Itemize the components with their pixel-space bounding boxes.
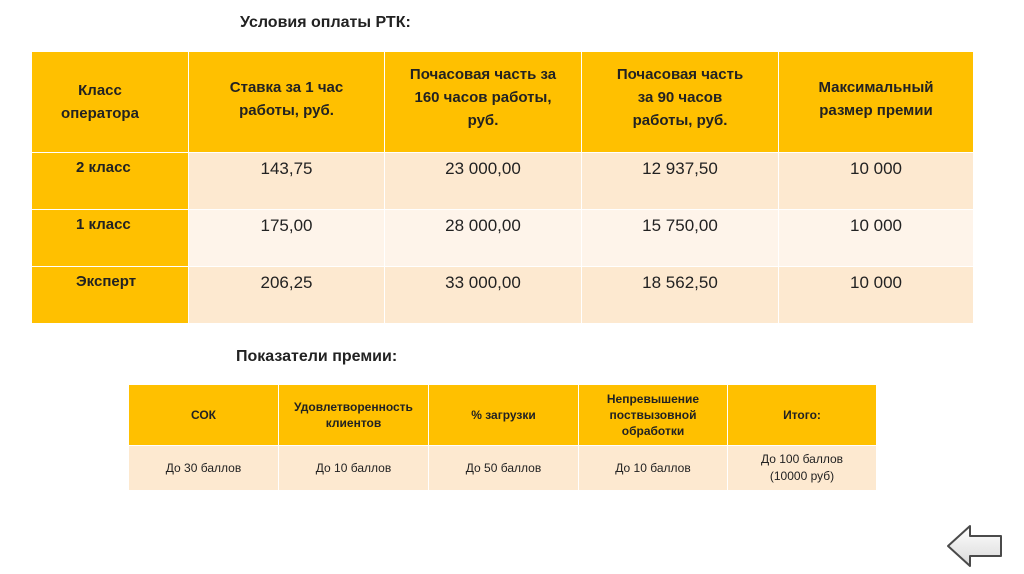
table-cell: 10 000 xyxy=(779,153,974,210)
column-header: Ставка за 1 час работы, руб. xyxy=(189,52,385,153)
table-header-row xyxy=(32,52,974,153)
table-cell: 12 937,50 xyxy=(582,153,779,210)
table-cell: 143,75 xyxy=(189,153,385,210)
table-cell: До 50 баллов xyxy=(429,446,579,491)
section-title: Показатели премии: xyxy=(236,348,398,365)
table-cell: 33 000,00 xyxy=(385,267,582,324)
column-header: СОК xyxy=(129,385,279,446)
bonus-indicators-table xyxy=(128,384,877,491)
column-header: Максимальный размер премии xyxy=(779,52,974,153)
table-cell: 10 000 xyxy=(779,267,974,324)
table-row xyxy=(32,210,974,267)
column-header: Удовлетворенность клиентов xyxy=(279,385,429,446)
table-cell: 23 000,00 xyxy=(385,153,582,210)
table-header-row xyxy=(129,385,877,446)
table-cell: До 10 баллов xyxy=(279,446,429,491)
table-cell: До 30 баллов xyxy=(129,446,279,491)
table-cell: До 10 баллов xyxy=(579,446,728,491)
table-row xyxy=(129,446,877,491)
page-title: Условия оплаты РТК: xyxy=(240,14,411,31)
table-cell: До 100 баллов (10000 руб) xyxy=(728,446,877,491)
row-label: Эксперт xyxy=(32,267,189,324)
column-header: % загрузки xyxy=(429,385,579,446)
arrow-left-icon xyxy=(946,524,1004,568)
table-cell: 15 750,00 xyxy=(582,210,779,267)
table-cell: 28 000,00 xyxy=(385,210,582,267)
row-label: 2 класс xyxy=(32,153,189,210)
table-row xyxy=(32,153,974,210)
column-header: Класс оператора xyxy=(32,52,189,153)
table-cell: 18 562,50 xyxy=(582,267,779,324)
column-header: Итого: xyxy=(728,385,877,446)
row-label: 1 класс xyxy=(32,210,189,267)
back-button[interactable] xyxy=(946,524,1004,568)
table-row xyxy=(32,267,974,324)
column-header: Почасовая часть за 90 часов работы, руб. xyxy=(582,52,779,153)
table-cell: 10 000 xyxy=(779,210,974,267)
column-header: Непревышение поствызовной обработки xyxy=(579,385,728,446)
payment-terms-table xyxy=(31,51,974,324)
table-cell: 175,00 xyxy=(189,210,385,267)
column-header: Почасовая часть за 160 часов работы, руб. xyxy=(385,52,582,153)
table-cell: 206,25 xyxy=(189,267,385,324)
